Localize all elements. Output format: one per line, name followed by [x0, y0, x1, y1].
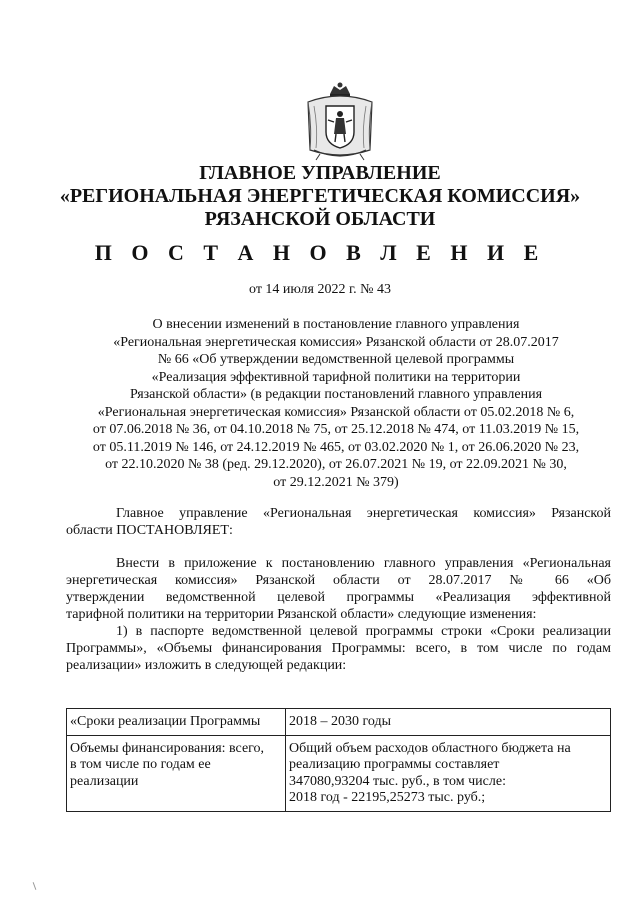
authority-line-3: РЯЗАНСКОЙ ОБЛАСТИ: [204, 208, 436, 230]
authority-line-1: ГЛАВНОЕ УПРАВЛЕНИЕ: [199, 162, 441, 184]
paragraph-line: энергетическая комиссия» Рязанской области от 28.07.2017 № 66 «Об: [66, 573, 611, 588]
subject-line: «Региональная энергетическая комиссия» Рязанской области от 28.07.2017: [113, 334, 559, 350]
cell-line: в том числе по годам ее: [70, 757, 211, 772]
table-cell-value: [286, 735, 611, 811]
cell-line: реализацию программы составляет: [289, 757, 500, 772]
paragraph-line: Главное управление «Региональная энергетическая комиссия» Рязанской: [116, 506, 611, 521]
paragraph-line: Внести в приложение к постановлению главного управления «Региональная: [116, 556, 611, 571]
cell-line: Объемы финансирования: всего,: [70, 740, 265, 756]
paragraph-line: области ПОСТАНОВЛЯЕТ:: [66, 523, 233, 538]
table-cell-value: 2018 – 2030 годы: [286, 709, 611, 736]
scan-mark: [33, 882, 37, 890]
amendment-paragraph: [66, 555, 611, 674]
subject-line: № 66 «Об утверждении ведомственной целевой программы: [157, 352, 515, 367]
paragraph-line: Программы», «Объемы финансирования Программы: всего, в том числе по годам: [66, 641, 611, 656]
subject-line: от 07.06.2018 № 36, от 04.10.2018 № 75, от 25.12.2018 № 474, от 11.03.2019 № 15,: [92, 422, 580, 437]
table-row: [67, 735, 611, 811]
cell-line: 347080,93204 тыс. руб., в том числе:: [289, 773, 506, 789]
coat-of-arms-emblem: [300, 80, 380, 162]
table-cell-label: [67, 735, 286, 811]
subject-line: «Реализация эффективной тарифной политики на территории: [151, 369, 521, 385]
subject-line: «Региональная энергетическая комиссия» Рязанской области от 05.02.2018 № 6,: [97, 404, 575, 420]
resolution-paragraph: [66, 505, 611, 539]
cell-line: реализации: [70, 773, 139, 789]
paragraph-line: утверждении ведомственной целевой программы «Реализация эффективной: [66, 590, 611, 605]
paragraph-line: 1) в паспорте ведомственной целевой программы строки «Сроки реализации: [116, 624, 611, 639]
table-row: [67, 709, 611, 736]
document-type-title: П О С Т А Н О В Л Е Н И Е: [94, 240, 546, 265]
cell-line: Общий объем расходов областного бюджета на: [289, 740, 571, 756]
subject-line: от 22.10.2020 № 38 (ред. 29.12.2020), от 26.07.2021 № 19, от 22.09.2021 № 30,: [105, 457, 567, 472]
subject-line: от 05.11.2019 № 146, от 24.12.2019 № 465, от 03.02.2020 № 1, от 26.06.2020 № 23,: [92, 439, 580, 455]
document-subject: [66, 316, 606, 491]
document-date-number: от 14 июля 2022 г. № 43: [249, 282, 391, 297]
authority-line-2: «РЕГИОНАЛЬНАЯ ЭНЕРГЕТИЧЕСКАЯ КОМИССИЯ»: [59, 185, 581, 207]
paragraph-line: тарифной политики на территории Рязанской области» следующие изменения:: [66, 607, 537, 622]
subject-line: О внесении изменений в постановление главного управления: [152, 317, 520, 332]
authority-name: [0, 162, 640, 231]
subject-line: от 29.12.2021 № 379): [273, 474, 399, 490]
paragraph-line: реализации» изложить в следующей редакции:: [66, 658, 347, 673]
table-cell-label: «Сроки реализации Программы: [67, 709, 286, 736]
program-passport-table: [66, 708, 611, 812]
cell-line: 2018 год - 22195,25273 тыс. руб.;: [289, 790, 486, 805]
subject-line: Рязанской области» (в редакции постановлений главного управления: [129, 387, 543, 402]
